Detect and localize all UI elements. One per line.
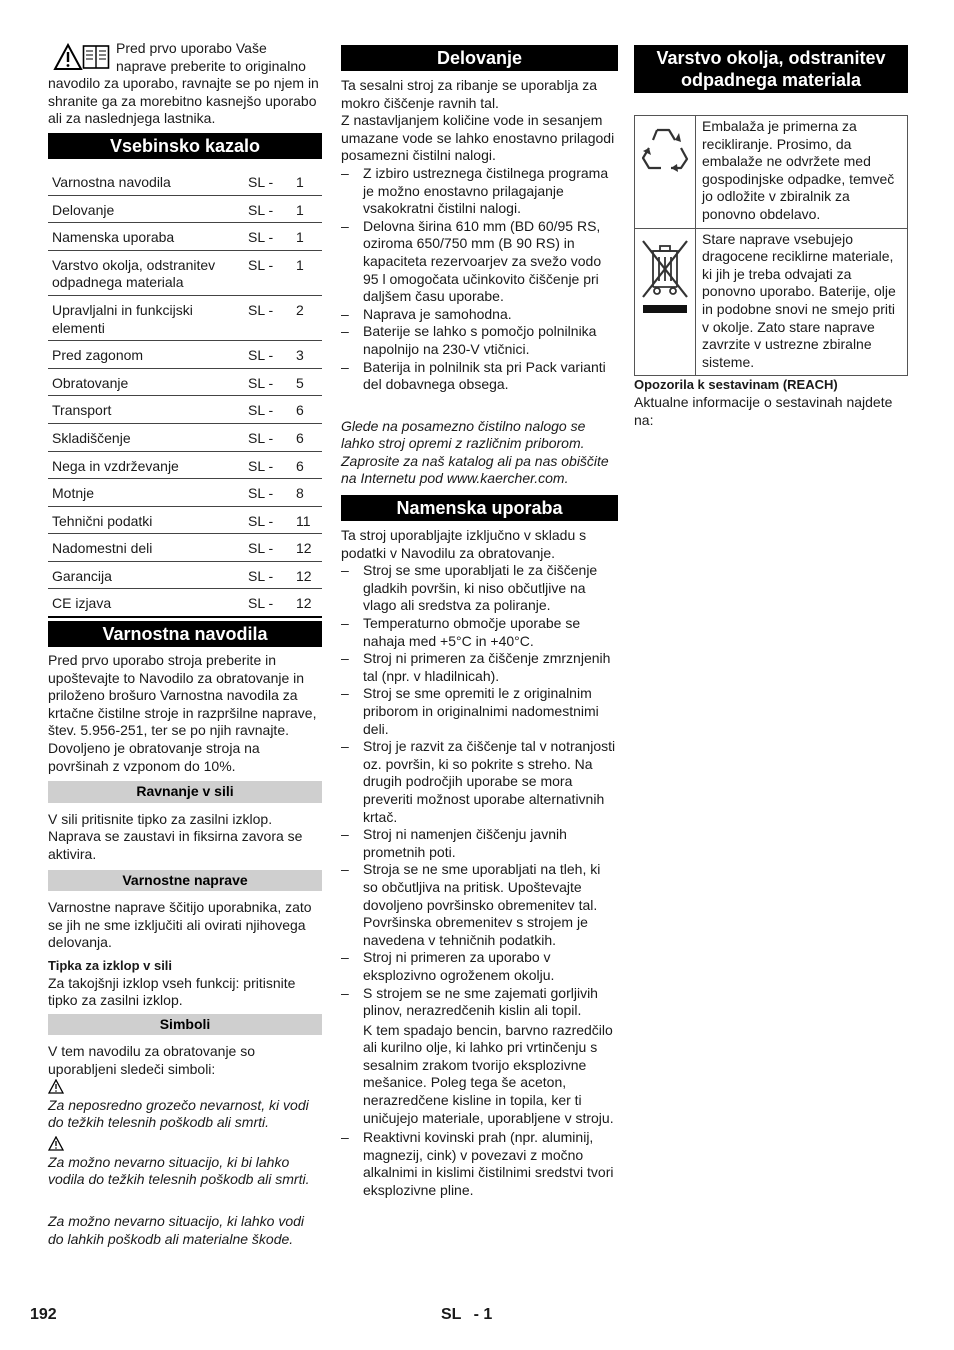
- toc-row[interactable]: [48, 223, 322, 251]
- namenska-extra: K tem spadajo bencin, barvno razredčilo ali kurilno olje, ki lahko pri vrtinčenju s sesalnim zrakom tvorijo eksplozivne mešanice. Poleg tega še aceton, nerazredčene kisline in topila, ker ti uničujejo materiale, uporabljene v stroju.: [363, 1021, 614, 1126]
- toc-label: CE izjava: [48, 589, 246, 617]
- toc-row[interactable]: [48, 295, 322, 340]
- toc-page: 6: [292, 423, 322, 451]
- toc-label: Varstvo okolja, odstranitev odpadnega materiala: [48, 250, 246, 295]
- env-packaging-text: Embalaža je primerna za recikliranje. Prosimo, da embalaže ne odvržete med gospodinjske odpadke, temveč jo odložite v zbiralnik za ponovno obdelavo.: [696, 116, 908, 229]
- safety-body: Pred prvo uporabo stroja preberite in upoštevajte to Navodilo za obratovanje in priloženo brošuro Varnostna navodila za krtačne čistilne stroje in razpršilne naprave, štev. 5.956-251, ter se po njih ravnajte. Dovoljeno je obratovanje stroja na površinah z vzponom do 10%.: [48, 652, 317, 774]
- list-item: – S strojem se ne sme zajemati gorljivih plinov, nerazredčenih kislin ali topil.: [341, 985, 618, 1020]
- toc-label: Upravljalni in funkcijski elementi: [48, 295, 246, 340]
- toc-page: 3: [292, 341, 322, 369]
- toc-page: 12: [292, 534, 322, 562]
- toc-sl: SL -: [246, 396, 292, 424]
- simboli-title: Simboli: [48, 1014, 322, 1036]
- toc-page: 1: [292, 250, 322, 295]
- delovanje-title: Delovanje: [341, 45, 618, 71]
- safety-title: Varnostna navodila: [48, 621, 322, 647]
- toc-label: Varnostna navodila: [48, 168, 246, 195]
- intro-rest: navodilo za uporabo, ravnajte se po njem in shranite ga za morebitno kasnejšo uporabo ali za naslednjega lastnika.: [48, 75, 319, 127]
- namenska-list-last: [341, 1129, 618, 1199]
- env-row-packaging: [635, 116, 908, 229]
- toc-page: 12: [292, 589, 322, 617]
- tipka-title: Tipka za izklop v sili: [48, 957, 173, 973]
- env-title: Varstvo okolja, odstranitev odpadnega materiala: [634, 45, 908, 93]
- toc-page: 1: [292, 223, 322, 251]
- list-item: – Stroja se ne sme uporabljati na tleh, ki so občutljiva na pritisk. Upoštevajte dovoljeno površinsko obremenitev tal. Površinska obremenitev s strojem je navedena v tehničnih podatkih.: [341, 861, 618, 949]
- crossed-bin-icon: [639, 237, 691, 317]
- toc-row[interactable]: [48, 250, 322, 295]
- warning-icon: [53, 43, 83, 71]
- simboli-body: V tem navodilu za obratovanje so uporabljeni sledeči simboli:: [48, 1043, 256, 1077]
- toc-page: 1: [292, 195, 322, 223]
- toc-sl: SL -: [246, 561, 292, 589]
- list-item: – Stroj se sme opremiti le z originalnim priborom in originalnimi nadomestnimi deli.: [341, 685, 618, 738]
- toc-sl: SL -: [246, 479, 292, 507]
- toc-table: [48, 168, 322, 618]
- toc-sl: SL -: [246, 368, 292, 396]
- toc-page: 12: [292, 561, 322, 589]
- caution-warning-icon: [48, 1136, 322, 1154]
- list-item: – Stroj ni primeren za uporabo v eksplozivno ogroženem okolju.: [341, 949, 618, 984]
- column-right: [634, 45, 908, 429]
- toc-row[interactable]: [48, 168, 322, 195]
- toc-page: 5: [292, 368, 322, 396]
- toc-row[interactable]: [48, 451, 322, 479]
- toc-row[interactable]: [48, 195, 322, 223]
- intro-line-1: Pred prvo uporabo Vaše: [116, 40, 267, 56]
- env-table: [634, 115, 908, 376]
- env-weee-text: Stare naprave vsebujejo dragocene reciklirne materiale, ki jih je treba odvajati za ponovno uporabo. Baterije, olje in podobne snovi ne smejo priti v okolje. Zato stare naprave zavrzite v ustrezne zbiralne sisteme.: [696, 228, 908, 376]
- toc-title: Vsebinsko kazalo: [48, 133, 322, 159]
- footer-lang-page: - 1: [473, 1306, 493, 1323]
- toc-label: Nadomestni deli: [48, 534, 246, 562]
- ravnanje-body: V sili pritisnite tipko za zasilni izklop. Naprava se zaustavi in fiksirna zavora se aktivira.: [48, 810, 303, 862]
- symbol-1-text: Za neposredno grozečo nevarnost, ki vodi do težkih telesnih poškodb ali smrti.: [48, 1096, 309, 1131]
- list-item: – Naprava je samohodna.: [341, 306, 618, 324]
- toc-label: Pred zagonom: [48, 341, 246, 369]
- list-item: – Baterija in polnilnik sta pri Pack varianti del dobavnega obsega.: [341, 359, 618, 394]
- toc-label: Delovanje: [48, 195, 246, 223]
- naprave-body: Varnostne naprave ščitijo uporabnika, zato se jih ne sme izključiti ali ovirati njihovega delovanja.: [48, 899, 312, 951]
- toc-label: Garancija: [48, 561, 246, 589]
- naprave-title: Varnostne naprave: [48, 870, 322, 892]
- toc-label: Motnje: [48, 479, 246, 507]
- toc-row[interactable]: [48, 423, 322, 451]
- toc-label: Nega in vzdrževanje: [48, 451, 246, 479]
- toc-label: Namenska uporaba: [48, 223, 246, 251]
- toc-sl: SL -: [246, 341, 292, 369]
- delovanje-p1: Ta sesalni stroj za ribanje se uporablja za mokro čiščenje ravnih tal.: [341, 77, 598, 111]
- toc-page: 1: [292, 168, 322, 195]
- delovanje-p2: Z nastavljanjem količine vode in sesanjem umazane vode se lahko enostavno prilagodi posamezni čistilni nalogi.: [341, 112, 615, 164]
- toc-row[interactable]: [48, 479, 322, 507]
- list-item: – Baterije se lahko s pomočjo polnilnika napolnijo na 230-V vtičnici.: [341, 323, 618, 358]
- env-icon-cell: [635, 116, 696, 229]
- toc-sl: SL -: [246, 423, 292, 451]
- tipka-body: Za takojšnji izklop vseh funkcij: pritisnite tipko za zasilni izklop.: [48, 974, 296, 1009]
- toc-sl: SL -: [246, 295, 292, 340]
- footer-lang-code: SL: [441, 1306, 462, 1323]
- symbol-2-text: Za možno nevarno situacijo, ki bi lahko vodila do težkih telesnih poškodb ali smrti.: [48, 1153, 310, 1188]
- toc-page: 6: [292, 451, 322, 479]
- list-item: – Stroj je razvit za čiščenje tal v notranjosti oz. površin, ki so pokrite s streho. Na drugih področjih uporabe se mora preveriti možnost uporabe alternativnih krtač.: [341, 738, 618, 826]
- toc-sl: SL -: [246, 223, 292, 251]
- page-number: 192: [30, 1306, 57, 1323]
- list-item: – Stroj ni namenjen čiščenju javnih prometnih poti.: [341, 826, 618, 861]
- list-item: – Reaktivni kovinski prah (npr. aluminij, magnezij, cink) v povezavi z močno alkalnimi in kislimi čistilnimi sredstvi tvori eksplozivne pline.: [341, 1129, 618, 1199]
- toc-sl: SL -: [246, 534, 292, 562]
- toc-row[interactable]: [48, 561, 322, 589]
- toc-row[interactable]: [48, 341, 322, 369]
- namenska-intro: Ta stroj uporabljajte izključno v skladu s podatki v Navodilu za obratovanje.: [341, 527, 587, 561]
- env-icon-cell: [635, 228, 696, 376]
- toc-sl: SL -: [246, 250, 292, 295]
- toc-row[interactable]: [48, 396, 322, 424]
- intro-block: [48, 40, 322, 128]
- toc-row[interactable]: [48, 506, 322, 534]
- toc-row[interactable]: [48, 589, 322, 617]
- footer-lang: [441, 1306, 492, 1324]
- toc-label: Obratovanje: [48, 368, 246, 396]
- danger-warning-icon: [48, 1079, 322, 1097]
- list-item: – Delovna širina 610 mm (BD 60/95 RS, oziroma 650/750 mm (B 90 RS) in kapaciteta rezervoarjev za svežo vodo 95 l omogočata učinkovito čiščenje pri daljšem času uporabe.: [341, 218, 618, 306]
- namenska-title: Namenska uporaba: [341, 495, 618, 521]
- toc-page: 2: [292, 295, 322, 340]
- recycling-icon: [639, 124, 691, 174]
- toc-row[interactable]: [48, 534, 322, 562]
- toc-sl: SL -: [246, 195, 292, 223]
- manual-book-icon: [82, 43, 110, 71]
- list-item: – Z izbiro ustreznega čistilnega programa je možno enostavno prilagajanje vsakokratni čistilni nalogi.: [341, 165, 618, 218]
- toc-sl: SL -: [246, 168, 292, 195]
- symbol-3-text: Za možno nevarno situacijo, ki lahko vodi do lahkih poškodb ali materialne škode.: [48, 1212, 305, 1247]
- list-item: – Stroj ni primeren za čiščenje zmrznjenih tal (npr. v hladilnicah).: [341, 650, 618, 685]
- intro-line-2: naprave preberite to originalno: [116, 57, 306, 74]
- delovanje-list: [341, 165, 618, 394]
- reach-title: Opozorila k sestavinam (REACH): [634, 377, 838, 393]
- toc-label: Transport: [48, 396, 246, 424]
- toc-sl: SL -: [246, 506, 292, 534]
- toc-sl: SL -: [246, 451, 292, 479]
- column-left: [48, 40, 322, 1248]
- list-item: – Stroj se sme uporabljati le za čiščenje gladkih površin, ki niso občutljive na vlago ali sredstva za poliranje.: [341, 562, 618, 615]
- delovanje-note: Glede na posamezno čistilno nalogo se lahko stroj opremi z različnim priborom. Zaprosite za naš katalog ali pa nas obiščite na Internetu pod www.kaercher.com.: [341, 417, 609, 487]
- toc-label: Skladiščenje: [48, 423, 246, 451]
- toc-page: 6: [292, 396, 322, 424]
- toc-page: 8: [292, 479, 322, 507]
- toc-sl: SL -: [246, 589, 292, 617]
- reach-body: Aktualne informacije o sestavinah najdete na:: [634, 393, 893, 428]
- toc-page: 11: [292, 506, 322, 534]
- ravnanje-title: Ravnanje v sili: [48, 781, 322, 803]
- column-middle: [341, 45, 618, 1200]
- toc-label: Tehnični podatki: [48, 506, 246, 534]
- namenska-list: [341, 562, 618, 1019]
- list-item: – Temperaturno območje uporabe se nahaja med +5°C in +40°C.: [341, 615, 618, 650]
- toc-row[interactable]: [48, 368, 322, 396]
- env-row-weee: [635, 228, 908, 376]
